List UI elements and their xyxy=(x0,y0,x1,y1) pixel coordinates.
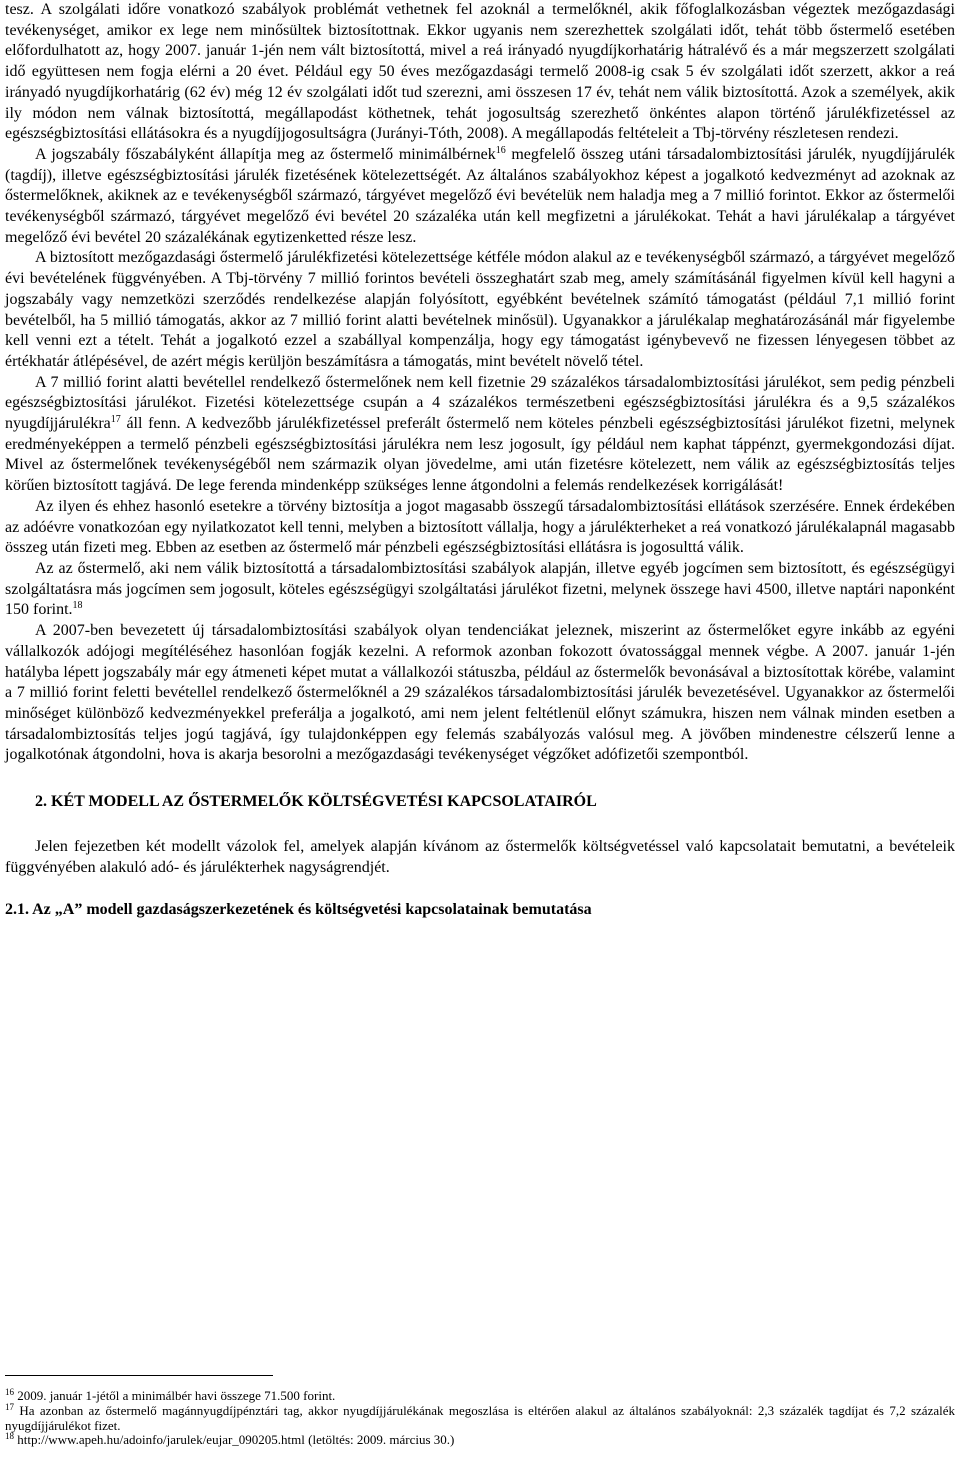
paragraph-text: A 7 millió forint alatti bevétellel rendelkező őstermelőnek nem kell fizetnie 29 százalékos társadalombiztosítási járulékot, sem pedig pénzbeli egészségbiztosítási járulékot. Fizetési kötelezettsége csupán a 4 százalékos természetbeni egészségbiztosítási járulékra és a 9,5 százalékos nyugdíjjárulékra xyxy=(5,373,955,433)
footnote xyxy=(5,1433,955,1448)
footnote xyxy=(5,1401,955,1434)
footnote-ref[interactable]: 16 xyxy=(495,144,506,156)
footnote-text: http://www.apeh.hu/adoinfo/jarulek/eujar_090205.html (letöltés: 2009. március 30.) xyxy=(14,1432,455,1448)
paragraph xyxy=(5,559,955,621)
paragraph xyxy=(5,373,955,497)
footnote-text: 2009. január 1-jétől a minimálbér havi összege 71.500 forint. xyxy=(14,1388,336,1403)
body-text xyxy=(5,0,955,920)
paragraph-text: tesz. A szolgálati időre vonatkozó szabályok problémát vethetnek fel azoknál a termelőknél, akik főfoglalkozásban végeztek mezőgazdasági tevékenységet, amikor ex lege nem minősültek biztosítottnak. Ekkor ugyanis nem szerezhettek szolgálati időt, tehát több őstermelő esetében előfordulhatott az, hogy 2007. január 1-jén nem vált biztosítottá, mivel a reá irányadó nyugdíjkorhatárig hátralévő és a már megszerzett szolgálati idő együttesen nem fogja elérni a 20 évet. Például egy 50 éves mezőgazdasági termelő 2008-ig csak 5 év szolgálati időt szerzett, akkor a reá irányadó nyugdíjkorhatárig (62 év) még 12 év szolgálati időt tud szerezni, ami összesen 17 év, tehát nem válik biztosítottá. Azok a személyek, akik ily módon nem válnak biztosítottá, megállapodást köthetnek, tehát jogosultság szerezhető önkéntes alapon történő járulékfizetéssel az egészségbiztosítási ellátásokra és a nyugdíjjogosultságra (Jurányi-Tóth, 2008). A megállapodás feltételeit a Tbj-törvény részletesen rendezi. xyxy=(5,1,955,143)
footnote xyxy=(5,1389,955,1404)
paragraph xyxy=(5,497,955,559)
paragraph xyxy=(5,621,955,766)
paragraph-text: megfelelő összeg utáni társadalombiztosítási járulék, nyugdíjjárulék (tagdíj), illetve egészségbiztosítási járulék fizetésének kötelezettségét. Az általános szabályokhoz képest a jogalkotó kedvezményt ad azoknak az őstermelőknek, akiknek az e tevékenységből származó, tárgyévet megelőző évi bevételük nem haladja meg a 7 millió forintot. Ekkor az őstermelői tevékenységből származó, tárgyévet megelőző évi bevétel 20 százaléka után kell megfizetni a járulékokat. Tehát a havi járulékalap a tárgyévet megelőző évi bevétel 20 százalékának egytizenketted része lesz. xyxy=(5,145,955,246)
paragraph-list xyxy=(5,0,955,766)
subsection-heading: 2.1. Az „A” modell gazdaságszerkezetének és költségvetési kapcsolatainak bemutatása xyxy=(5,901,592,919)
footnote-ref[interactable]: 18 xyxy=(72,600,83,612)
footnote-number: 16 xyxy=(5,1387,14,1397)
footnote-text: Ha azonban az őstermelő magánnyugdíjpénztári tag, akkor nyugdíjjárulékának megoszlása is eltérően alakul az általános szabályoknál: 2,3 százalék tagdíjat és 7,2 százalék nyugdíjjárulékot fizet. xyxy=(5,1402,955,1433)
footnote-separator xyxy=(5,1375,273,1376)
footnote-ref[interactable]: 17 xyxy=(110,414,121,426)
paragraph xyxy=(5,248,955,372)
paragraph-text: Az ilyen és ehhez hasonló esetekre a törvény biztosítja a jogot magasabb összegű társadalombiztosítási ellátások szerzésére. Ennek érdekében az adóévre vonatkozóan egy nyilatkozatot kell tenni, melyben a biztosított vállalja, hogy a járulékterheket a reá vonatkozó járulékalapnál magasabb összeg után fizeti meg. Ebben az esetben az őstermelő már pénzbeli egészségbiztosítási ellátásra is jogosulttá válik. xyxy=(5,497,955,557)
paragraph-text: Az az őstermelő, aki nem válik biztosítottá a társadalombiztosítási szabályok alapján, illetve egyéb jogcímen sem biztosított, és egészségügyi szolgáltatásra más jogcímen sem jogosult, köteles egészségügyi szolgáltatási járulékot fizetni, melynek összege havi 4500, illetve naptári naponként 150 forint. xyxy=(5,559,955,619)
paragraph-text: A biztosított mezőgazdasági őstermelő járulékfizetési kötelezettsége kétféle módon alakul az e tevékenységből származó, a tárgyévet megelőző évi bevételének függvényében. A Tbj-törvény 7 millió forintos bevételi összeghatárt szab meg, amely számításánál figyelmen kívül kell hagyni a jogszabály vagy nemzetközi szerződés rendelkezése alapján folyósított, egyébként bevételnek számító támogatást (például 7,1 millió forint bevételből, ha 5 millió támogatás, akkor az 7 millió forint alatti bevételnek minősül). Ugyanakkor a járulékalap meghatározásánál már figyelembe kell venni ezt a tételt. Tehát a jogalkotó ezzel a szabállyal kompenzálja, hogy egy támogatást igénybevevő ne fizessen lényegesen többet az értékhatár átlépésével, de azért mégis kerüljön beszámításra a támogatás, mint bevételt növelő tétel. xyxy=(5,249,955,370)
footnote-number: 18 xyxy=(5,1431,14,1442)
paragraph-text: A 2007-ben bevezetett új társadalombiztosítási szabályok olyan tendenciákat jeleznek, miszerint az őstermelőket egyre inkább az egyéni vállalkozók adójogi megítéléséhez hasonlóan fogják kezelni. A reformok azonban fokozott óvatossággal mennek végbe. A 2007. január 1-jén hatályba lépett jogszabály már egy átmeneti képet mutat a vállalkozói státuszba, például az őstermelők bevonásával a biztosítottak körébe, valamint a 7 millió forint feletti bevétellel rendelkező őstermelőknél a 29 százalékos társadalombiztosítási járulék bevezetésével. Ugyanakkor az őstermelői minőséget különböző kedvezményekkel preferálja a jogalkotó, ami nem jelent feltétlenül előnyt számukra, hiszen nem válnak minden esetben a társadalombiztosítás teljes jogú tagjává, így tulajdonképpen egy felemás szabályozás valósul meg. A jövőben mindenestre célszerű lenne a jogalkotónak átgondolni, hova is akarja besorolni a mezőgazdasági tevékenységet végzőket adófizetői szempontból. xyxy=(5,622,955,764)
paragraph-text: A jogszabály főszabályként állapítja meg az őstermelő minimálbérnek xyxy=(35,145,496,163)
paragraph xyxy=(5,145,955,249)
paragraph xyxy=(5,0,955,145)
paragraph-text: áll fenn. A kedvezőbb járulékfizetéssel preferált őstermelő nem köteles pénzbeli egészségbiztosítási járulékot fizetni, melynek eredményeképpen a termelő pénzbeli egészségbiztosítási járulékra nem lesz jogosult, így például nem kaphat táppénzt, gyermekgondozási díjat. Mivel az őstermelőnek tevékenységéből nem származik olyan jövedelme, ami után fizetésre kötelezett, nem válik az egészségbiztosítás teljes körűen biztosított tagjává. De lege ferenda mindenképp szükséges lenne átgondolni a felemás rendelkezések korrigálását! xyxy=(5,415,955,495)
section-heading: 2. KÉT MODELL AZ ŐSTERMELŐK KÖLTSÉGVETÉSI KAPCSOLATAIRÓL xyxy=(35,793,597,811)
footnotes xyxy=(5,1389,955,1448)
section-paragraph: Jelen fejezetben két modellt vázolok fel, amelyek alapján kívánom az őstermelők költségvetéssel való kapcsolatait bemutatni, a bevételeik függvényében alakuló adó- és járulékterhek nagyságrendjét. xyxy=(5,838,955,876)
footnote-number: 17 xyxy=(5,1401,14,1412)
